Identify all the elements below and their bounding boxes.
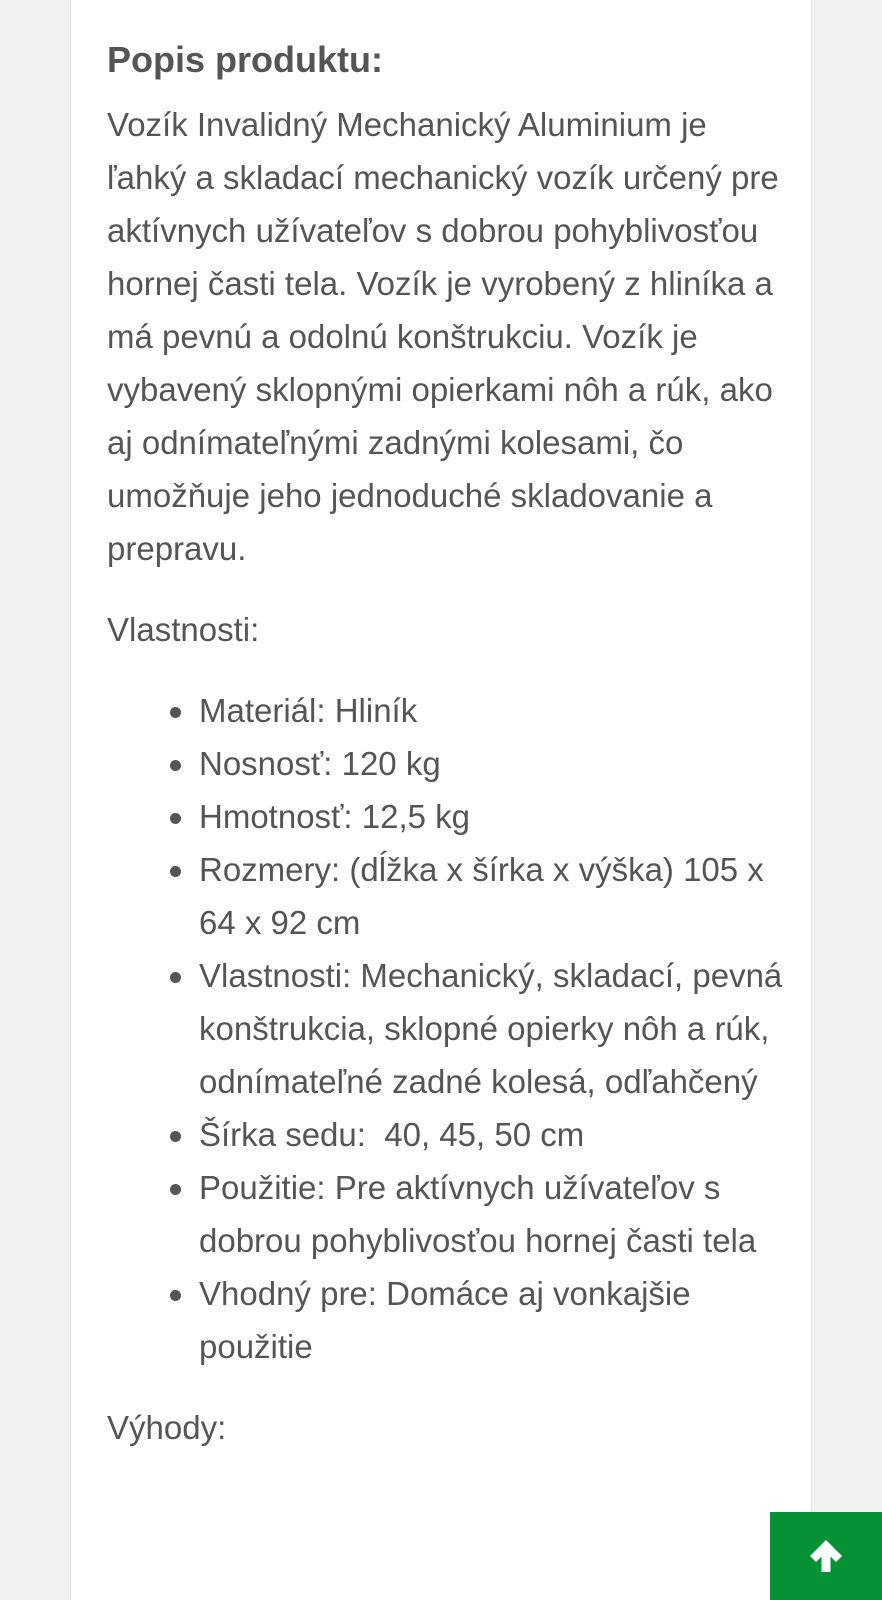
list-item (199, 790, 787, 843)
list-item (199, 684, 787, 737)
list-item (199, 949, 787, 1108)
bullet-icon (170, 972, 181, 983)
list-item (199, 737, 787, 790)
list-item (199, 1267, 787, 1373)
bullet-icon (170, 760, 181, 771)
product-description-card (70, 0, 812, 1600)
properties-list (107, 684, 787, 1373)
list-item (199, 843, 787, 949)
list-item (199, 1161, 787, 1267)
description-intro: Vozík Invalidný Mechanický Aluminium je ľahký a skladací mechanický vozík určený pre aktívnych užívateľov s dobrou pohyblivosťou hornej časti tela. Vozík je vyrobený z hliníka a má pevnú a odolnú konštrukciu. Vozík je vybavený sklopnými opierkami nôh a rúk, ako aj odnímateľnými zadnými kolesami, čo umožňuje jeho jednoduché skladovanie a prepravu. (107, 106, 779, 567)
bullet-icon (170, 813, 181, 824)
advantages-label: Výhody: (107, 1409, 227, 1446)
bullet-icon (170, 1131, 181, 1142)
bullet-icon (170, 1290, 181, 1301)
list-item-text: Šírka sedu: 40, 45, 50 cm (199, 1116, 585, 1153)
bullet-icon (170, 866, 181, 877)
list-item-text: Hmotnosť: 12,5 kg (199, 798, 471, 835)
bullet-icon (170, 1184, 181, 1195)
list-item-text: Vhodný pre: Domáce aj vonkajšie použitie (199, 1275, 691, 1365)
list-item-text: Rozmery: (dĺžka x šírka x výška) 105 x 64 x 92 cm (199, 851, 764, 941)
list-item-text: Materiál: Hliník (199, 692, 418, 729)
description-heading: Popis produktu: (107, 39, 383, 80)
properties-label: Vlastnosti: (107, 611, 260, 648)
list-item-text: Použitie: Pre aktívnych užívateľov s dobrou pohyblivosťou hornej časti tela (199, 1169, 757, 1259)
list-item (199, 1108, 787, 1161)
list-item-text: Nosnosť: 120 kg (199, 745, 441, 782)
product-description (107, 36, 787, 1454)
scroll-to-top-button[interactable] (770, 1512, 882, 1600)
list-item-text: Vlastnosti: Mechanický, skladací, pevná konštrukcia, sklopné opierky nôh a rúk, odnímateľné zadné kolesá, odľahčený (199, 957, 783, 1100)
arrow-up-icon (806, 1536, 846, 1576)
bullet-icon (170, 707, 181, 718)
